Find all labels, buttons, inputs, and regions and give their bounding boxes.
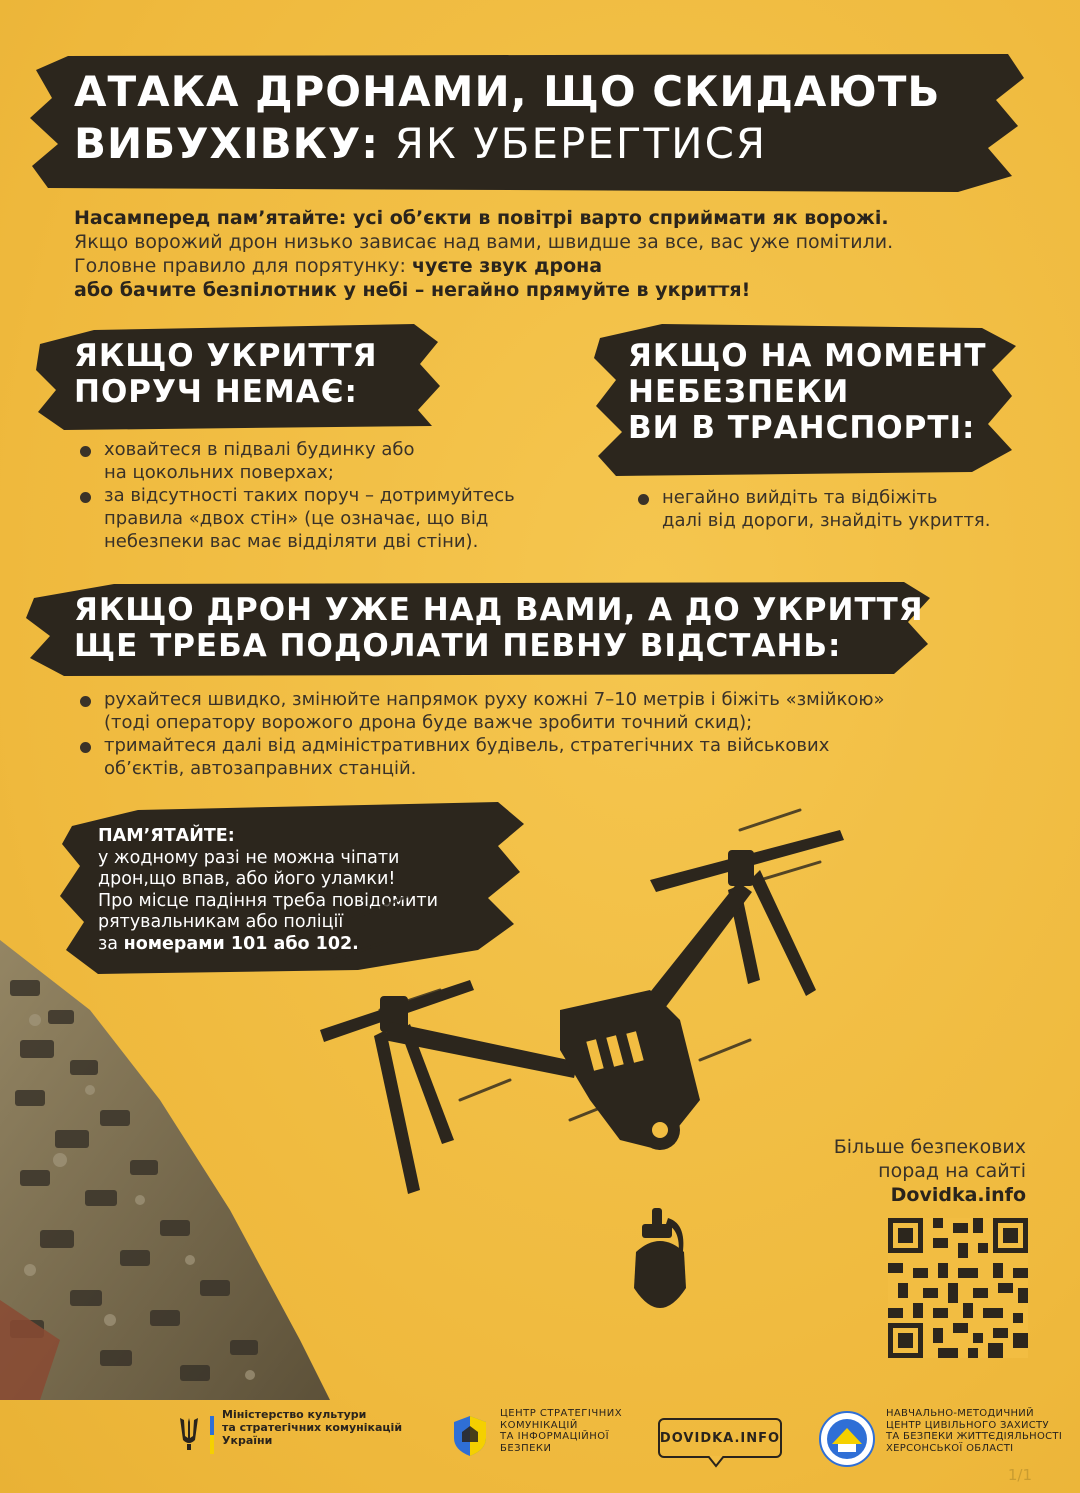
no-shelter-title-line2: ПОРУЧ НЕМАЄ: bbox=[74, 374, 358, 410]
list-item-line: об’єктів, автозаправних станцій. bbox=[104, 758, 417, 779]
drone-above-title bbox=[74, 592, 924, 664]
flag-divider bbox=[210, 1416, 214, 1454]
dovidka-logo-tail bbox=[706, 1456, 726, 1468]
ministry-logo-text bbox=[222, 1408, 402, 1447]
list-item-line: за відсутності таких поруч – дотримуйтесь bbox=[104, 485, 515, 506]
center-logo-text bbox=[500, 1408, 622, 1454]
transport-title-line1: ЯКЩО НА МОМЕНТ bbox=[628, 338, 987, 374]
remember-line5-bold: номерами 101 або 102. bbox=[123, 933, 359, 954]
main-title bbox=[74, 66, 940, 170]
edu-line4: ХЕРСОНСЬКОЇ ОБЛАСТІ bbox=[886, 1442, 1014, 1454]
grenade-icon bbox=[628, 1208, 692, 1326]
list-item bbox=[76, 688, 1036, 734]
city-aerial-illustration bbox=[0, 920, 330, 1400]
list-item-line: негайно вийдіть та відбіжіть bbox=[662, 487, 938, 508]
list-item-line: небезпеки вас має відділяти дві стіни). bbox=[104, 531, 479, 552]
ministry-line1: Міністерство культури bbox=[222, 1408, 367, 1421]
center-line4: БЕЗПЕКИ bbox=[500, 1442, 552, 1454]
remember-line1: у жодному разі не можна чіпати bbox=[98, 847, 400, 868]
no-shelter-title bbox=[74, 338, 378, 410]
main-title-light: ЯК УБЕРЕГТИСЯ bbox=[394, 119, 768, 168]
intro-line2: Якщо ворожий дрон низько зависає над вами, швидше за все, вас уже помітили. bbox=[74, 231, 894, 253]
transport-title bbox=[628, 338, 987, 446]
civil-defense-emblem-icon bbox=[818, 1410, 876, 1468]
ministry-line2: та стратегічних комунікацій bbox=[222, 1421, 403, 1434]
dovidka-logo[interactable]: DOVIDKA.INFO bbox=[658, 1418, 782, 1458]
edu-line2: ЦЕНТР ЦИВІЛЬНОГО ЗАХИСТУ bbox=[886, 1419, 1049, 1431]
transport-list bbox=[634, 486, 1034, 532]
intro-line4-bold: або бачите безпілотник у небі – негайно прямуйте в укриття! bbox=[74, 279, 751, 301]
list-item-line: рухайтеся швидко, змінюйте напрямок руху кожні 7–10 метрів і біжіть «змійкою» bbox=[104, 689, 885, 710]
list-item-line: далі від дороги, знайдіть укриття. bbox=[662, 510, 991, 531]
main-title-bold: ВИБУХІВКУ: bbox=[74, 119, 380, 168]
main-title-line1: АТАКА ДРОНАМИ, ЩО СКИДАЮТЬ bbox=[74, 67, 941, 116]
edu-line3: ТА БЕЗПЕКИ ЖИТТЄДІЯЛЬНОСТІ bbox=[886, 1431, 1063, 1442]
edu-line1: НАВЧАЛЬНО-МЕТОДИЧНИЙ bbox=[886, 1408, 1034, 1419]
list-item bbox=[76, 438, 556, 484]
site-info bbox=[834, 1135, 1026, 1207]
shield-logo-icon bbox=[450, 1414, 490, 1458]
qr-code-icon[interactable] bbox=[888, 1218, 1028, 1358]
intro-text bbox=[74, 206, 1034, 302]
list-item-line: правила «двох стін» (це означає, що від bbox=[104, 508, 489, 529]
ministry-line3: України bbox=[222, 1434, 273, 1447]
transport-title-line3: ВИ В ТРАНСПОРТІ: bbox=[628, 410, 976, 446]
site-line2: порад на сайті bbox=[878, 1160, 1026, 1182]
transport-title-line2: НЕБЕЗПЕКИ bbox=[628, 374, 850, 410]
site-line1: Більше безпекових bbox=[833, 1136, 1026, 1158]
remember-line2: дрон,що впав, або його уламки! bbox=[98, 869, 396, 889]
drone-above-list bbox=[76, 688, 1036, 780]
drone-above-title-line1: ЯКЩО ДРОН УЖЕ НАД ВАМИ, А ДО УКРИТТЯ bbox=[74, 592, 924, 628]
center-line3: ТА ІНФОРМАЦІЙНОЇ bbox=[500, 1431, 610, 1442]
list-item bbox=[76, 734, 1036, 780]
remember-line3: Про місце падіння треба повідомити bbox=[98, 890, 438, 911]
remember-line5-prefix: за bbox=[98, 933, 119, 954]
no-shelter-title-line1: ЯКЩО УКРИТТЯ bbox=[74, 338, 378, 374]
civil-defense-logo-text bbox=[886, 1408, 1062, 1454]
center-line1: ЦЕНТР СТРАТЕГІЧНИХ bbox=[500, 1408, 623, 1419]
list-item-line: ховайтеся в підвалі будинку або bbox=[104, 439, 415, 460]
remember-line4: рятувальникам або поліції bbox=[98, 912, 344, 932]
list-item-line: (тоді оператору ворожого дрона буде важче зробити точний скид); bbox=[104, 712, 753, 733]
drone-above-title-line2: ЩЕ ТРЕБА ПОДОЛАТИ ПЕВНУ ВІДСТАНЬ: bbox=[74, 628, 842, 664]
no-shelter-list bbox=[76, 438, 556, 553]
list-item bbox=[634, 486, 1034, 532]
intro-line3: Головне правило для порятунку: bbox=[74, 255, 406, 277]
intro-bold-line: Насамперед пам’ятайте: усі об’єкти в повітрі варто сприймати як ворожі. bbox=[74, 207, 889, 229]
remember-title: ПАМ’ЯТАЙТЕ: bbox=[98, 826, 235, 846]
drone-icon bbox=[320, 800, 880, 1200]
center-line2: КОМУНІКАЦІЙ bbox=[500, 1419, 578, 1431]
list-item bbox=[76, 484, 556, 553]
intro-line3-bold: чуєте звук дрона bbox=[412, 255, 603, 277]
trident-icon bbox=[178, 1416, 200, 1452]
site-link[interactable]: Dovidka.info bbox=[890, 1184, 1026, 1206]
page-counter: 1/1 bbox=[1007, 1466, 1032, 1484]
list-item-line: на цокольних поверхах; bbox=[104, 462, 334, 483]
list-item-line: тримайтеся далі від адміністративних будівель, стратегічних та військових bbox=[104, 735, 830, 756]
